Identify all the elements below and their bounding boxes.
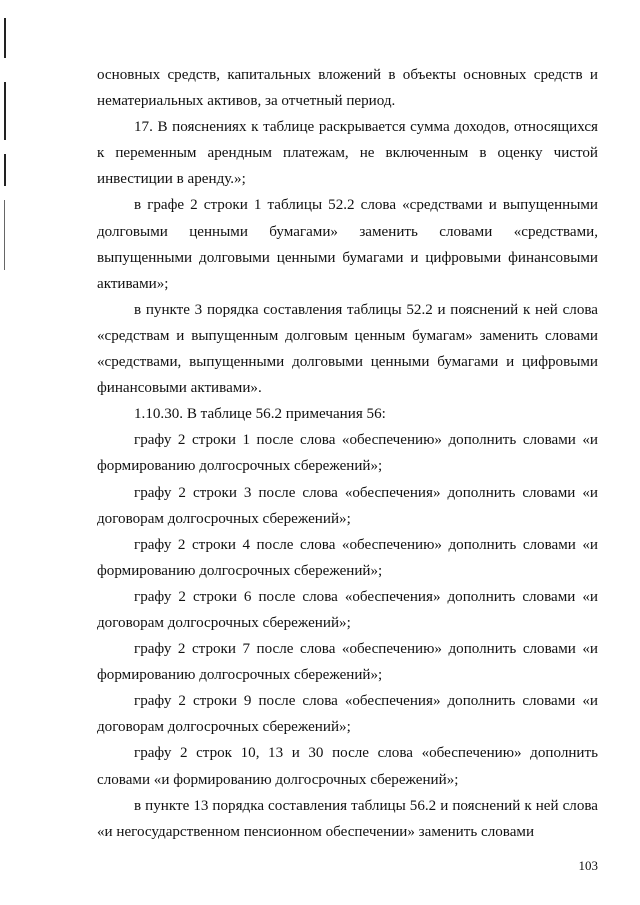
- paragraph: графу 2 строк 10, 13 и 30 после слова «обеспечению» дополнить словами «и формированию долгосрочных сбережений»;: [97, 745, 598, 788]
- paragraph: основных средств, капитальных вложений в объекты основных средств и нематериальных активов, за отчетный период.: [97, 67, 598, 110]
- paragraph: графу 2 строки 6 после слова «обеспечения» дополнить словами «и договорам долгосрочных сбережений»;: [97, 588, 598, 631]
- paragraph: 1.10.30. В таблице 56.2 примечания 56:: [134, 406, 386, 423]
- paragraph: графу 2 строки 3 после слова «обеспечения» дополнить словами «и договорам долгосрочных сбережений»;: [97, 484, 598, 527]
- paragraph: графу 2 строки 9 после слова «обеспечения» дополнить словами «и договорам долгосрочных сбережений»;: [97, 693, 598, 736]
- paragraph: в пункте 13 порядка составления таблицы 56.2 и пояснений к ней слова «и негосударственном пенсионном обеспечении» заменить словами: [97, 797, 598, 840]
- scan-edge-mark: [4, 18, 6, 58]
- scan-edge-mark: [4, 82, 6, 140]
- scan-edge-mark: [4, 154, 6, 186]
- document-body: [97, 62, 598, 845]
- paragraph: в графе 2 строки 1 таблицы 52.2 слова «средствами и выпущенными долговыми ценными бумагами» заменить словами «средствами, выпущенными долговыми ценными бумагами и цифровыми финансовыми активами»;: [97, 197, 598, 292]
- scan-edge-mark: [4, 200, 5, 270]
- paragraph: в пункте 3 порядка составления таблицы 52.2 и пояснений к ней слова «средствам и выпущенным долговым ценным бумагам» заменить словами «средствами, выпущенными долговыми ценными бумагами и цифровыми финансовыми активами».: [97, 301, 598, 397]
- paragraph: графу 2 строки 1 после слова «обеспечению» дополнить словами «и формированию долгосрочных сбережений»;: [97, 432, 598, 475]
- paragraph: графу 2 строки 4 после слова «обеспечению» дополнить словами «и формированию долгосрочных сбережений»;: [97, 536, 598, 579]
- paragraph: 17. В пояснениях к таблице раскрывается сумма доходов, относящихся к переменным арендным платежам, не включенным в оценку чистой инвестиции в аренду.»;: [97, 119, 598, 188]
- page-number: 103: [578, 858, 598, 873]
- paragraph: графу 2 строки 7 после слова «обеспечению» дополнить словами «и формированию долгосрочных сбережений»;: [97, 641, 598, 684]
